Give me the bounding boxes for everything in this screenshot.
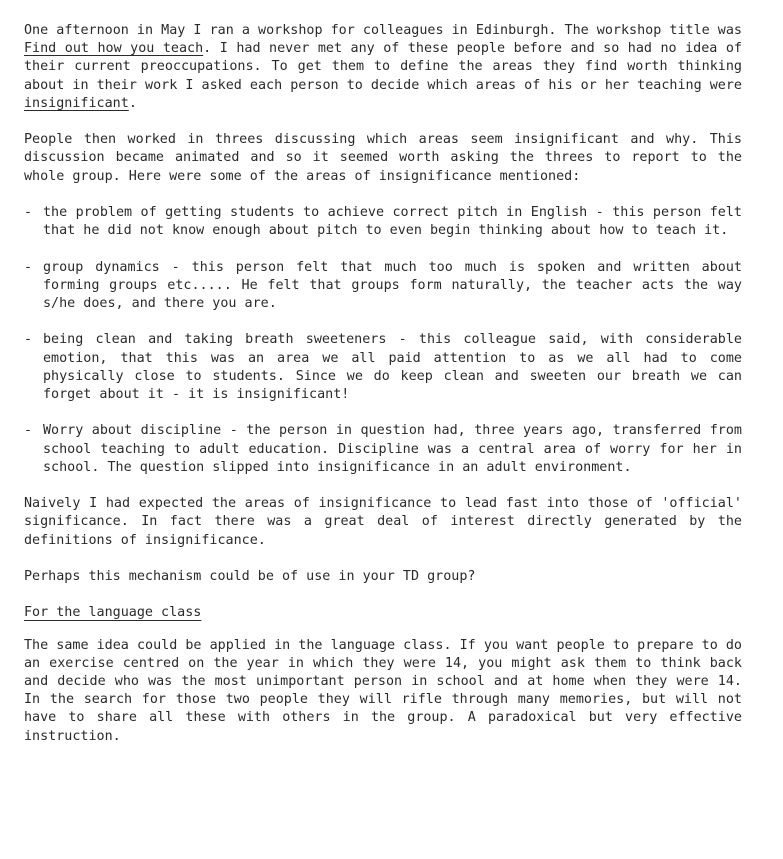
intro-text-start: One afternoon in May I ran a workshop for colleagues in Edinburgh. The workshop title was [24, 23, 742, 38]
intro-text-middle: . I had never met any of these people before and so had no idea of their current preoccupations. To get them to define the areas they find worth thinking about in their work I asked each person to decide which areas of his or her teaching were [24, 41, 742, 93]
paragraph-language-class: The same idea could be applied in the language class. If you want people to prepare to do an exercise centred on the year in which they were 14, you might ask them to think back and decide who was the most unimportant person in school and at home when they were 14. In the search for those two people they will rifle through many memories, but will not have to share all these with others in the group. A paradoxical but very effective instruction. [24, 637, 742, 744]
paragraph-naively: Naively I had expected the areas of insignificance to lead fast into those of 'official' significance. In fact there was a great deal of interest directly generated by the definitions of insignificance. [24, 496, 742, 548]
intro-text-end: . [128, 95, 137, 111]
list-item-text: being clean and taking breath sweeteners - this colleague said, with considerable emotion, that this was an area we all paid attention to as we all had to come physically close to students. Since we do keep clean and sweeten our breath we can forget about it - it is insignificant! [43, 332, 742, 402]
list-dash: - [24, 205, 33, 220]
list-dash: - [24, 423, 33, 439]
paragraph-discussion: People then worked in threes discussing which areas seem insignificant and why. This discussion became animated and so it seemed worth asking the threes to report to the whole group. Here were some of the areas of insignificance mentioned: [24, 132, 742, 184]
document-page [24, 22, 742, 764]
section-heading-wrap [24, 604, 742, 622]
list-dash: - [24, 259, 33, 275]
workshop-title: Find out how you teach [24, 41, 204, 57]
list-item [24, 422, 742, 477]
areas-list [24, 204, 742, 477]
list-item [24, 331, 742, 404]
list-item-text: Worry about discipline - the person in question had, three years ago, transferred from school teaching to adult education. Discipline was a central area of worry for her in school. The question slipped into insignificance in an adult environment. [43, 423, 742, 475]
list-item-text: group dynamics - this person felt that much too much is spoken and written about forming groups etc..... He felt that groups form naturally, the teacher acts the way s/he does, and there you are. [43, 259, 742, 311]
paragraph-intro [24, 22, 742, 113]
list-item [24, 259, 742, 314]
list-item [24, 204, 742, 240]
list-item-text: the problem of getting students to achieve correct pitch in English - this person felt that he did not know enough about pitch to even begin thinking about how to teach it. [43, 205, 742, 239]
emphasis-insignificant: insignificant [24, 95, 129, 111]
paragraph-mechanism: Perhaps this mechanism could be of use in your TD group? [24, 568, 476, 584]
list-dash: - [24, 332, 33, 348]
section-heading: For the language class [24, 605, 202, 621]
